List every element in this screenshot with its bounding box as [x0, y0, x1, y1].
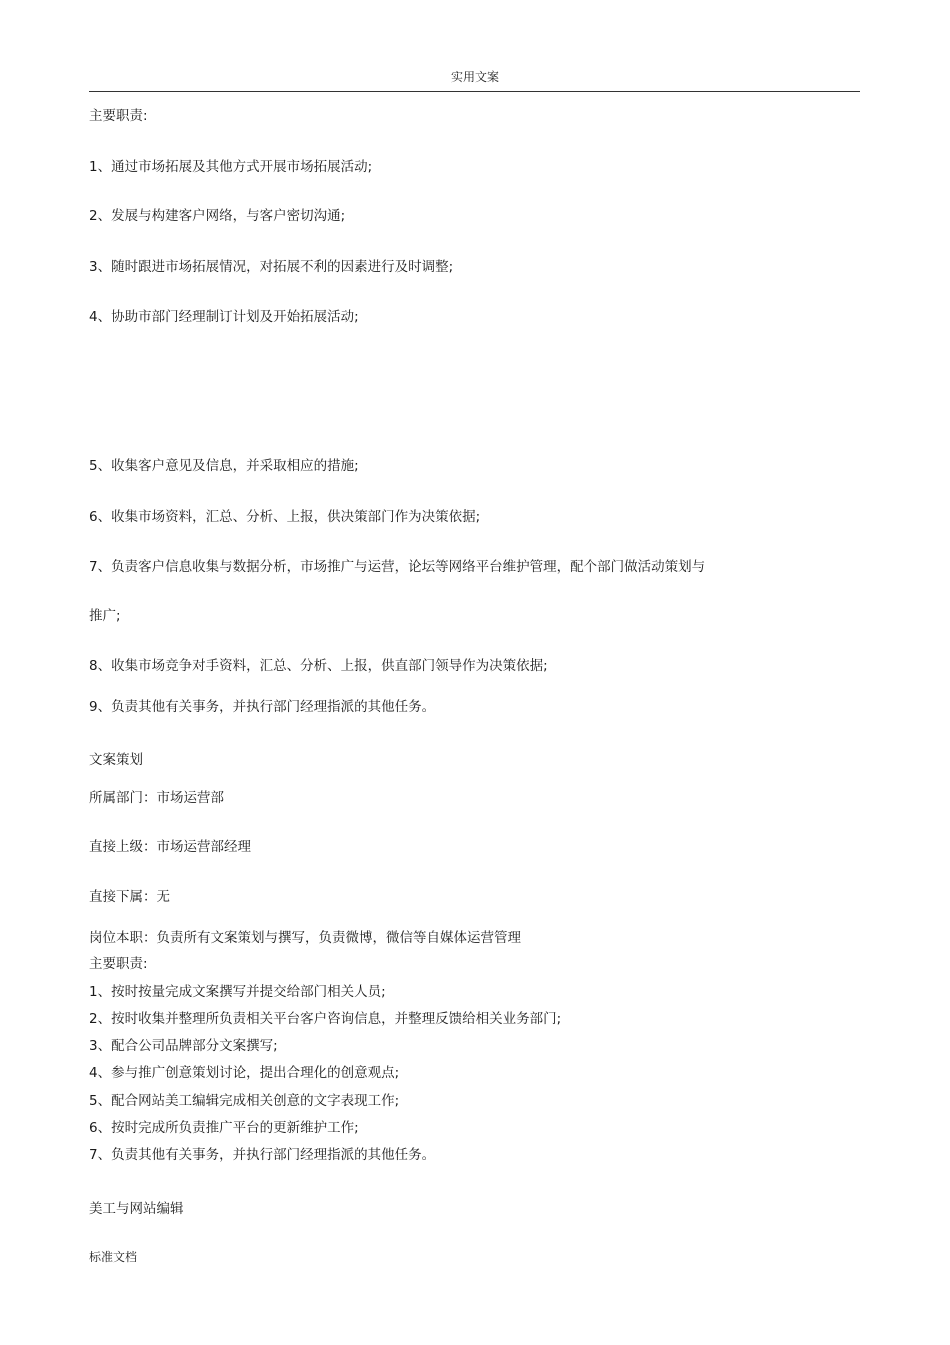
duty-item: 5、配合网站美工编辑完成相关创意的文字表现工作; — [89, 1093, 400, 1109]
duties-label: 主要职责: — [89, 108, 148, 124]
duty-item: 1、通过市场拓展及其他方式开展市场拓展活动; — [89, 159, 373, 175]
section-title-art-web-editor: 美工与网站编辑 — [89, 1201, 184, 1217]
duty-item-continuation: 推广; — [89, 608, 121, 624]
superior-line: 直接上级：市场运营部经理 — [89, 839, 251, 855]
duties-label: 主要职责: — [89, 956, 148, 972]
duty-item: 5、收集客户意见及信息，并采取相应的措施; — [89, 458, 359, 474]
duty-summary-line: 岗位本职：负责所有文案策划与撰写，负责微博，微信等自媒体运营管理 — [89, 930, 521, 946]
page-footer-text: 标准文档 — [89, 1250, 138, 1264]
duty-item: 7、负责其他有关事务，并执行部门经理指派的其他任务。 — [89, 1147, 436, 1163]
duty-item: 6、收集市场资料，汇总、分析、上报，供决策部门作为决策依据; — [89, 509, 481, 525]
duty-item: 4、协助市部门经理制订计划及开始拓展活动; — [89, 309, 359, 325]
duty-item: 8、收集市场竞争对手资料，汇总、分析、上报，供直部门领导作为决策依据; — [89, 658, 548, 674]
duty-item: 2、发展与构建客户网络，与客户密切沟通; — [89, 208, 346, 224]
duty-item: 7、负责客户信息收集与数据分析，市场推广与运营，论坛等网络平台维护管理，配个部门做活动策划与 — [89, 559, 706, 575]
duty-item: 6、按时完成所负责推广平台的更新维护工作; — [89, 1120, 359, 1136]
duty-item: 2、按时收集并整理所负责相关平台客户咨询信息，并整理反馈给相关业务部门; — [89, 1011, 562, 1027]
department-line: 所属部门：市场运营部 — [89, 790, 224, 806]
page-header-title: 实用文案 — [450, 70, 499, 84]
header-divider — [89, 91, 860, 92]
duty-item: 1、按时按量完成文案撰写并提交给部门相关人员; — [89, 984, 386, 1000]
duty-item: 4、参与推广创意策划讨论，提出合理化的创意观点; — [89, 1065, 400, 1081]
duty-item: 3、配合公司品牌部分文案撰写; — [89, 1038, 278, 1054]
duty-item: 3、随时跟进市场拓展情况，对拓展不利的因素进行及时调整; — [89, 259, 454, 275]
section-title-copywriting: 文案策划 — [89, 752, 143, 768]
subordinate-line: 直接下属：无 — [89, 889, 170, 905]
duty-item: 9、负责其他有关事务，并执行部门经理指派的其他任务。 — [89, 699, 436, 715]
